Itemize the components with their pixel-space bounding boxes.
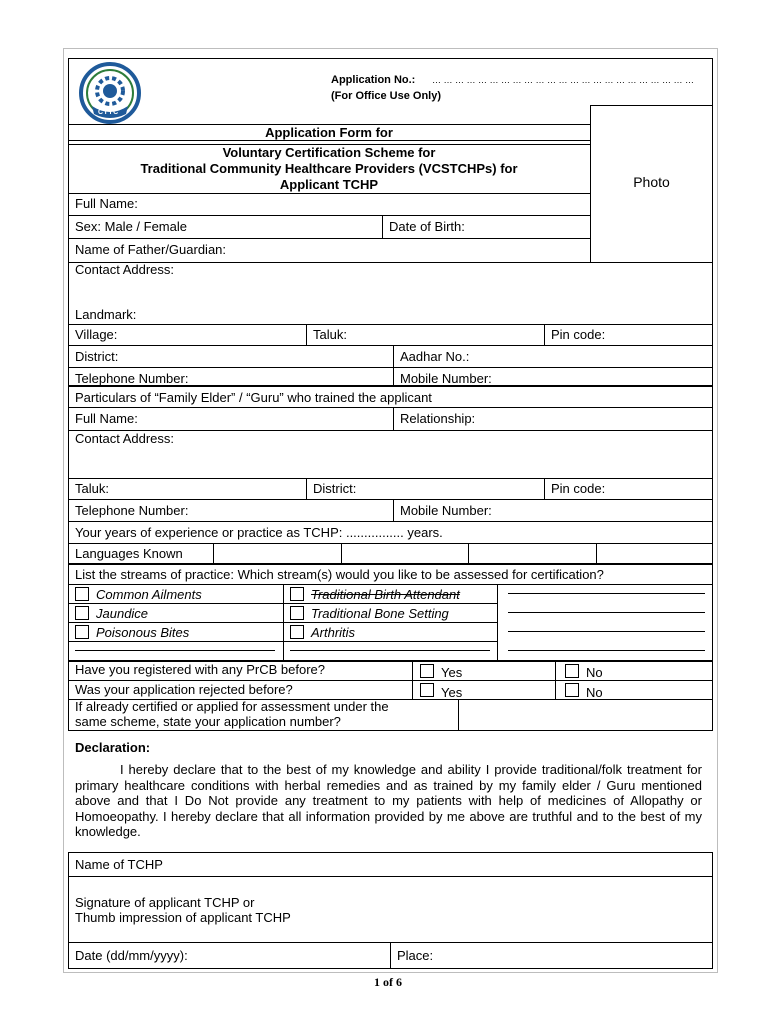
tchp-name-field[interactable]: Name of TCHP <box>75 857 163 872</box>
jaundice-label: Jaundice <box>96 606 149 621</box>
rejected-yes-checkbox[interactable] <box>420 683 434 697</box>
guru-taluk-field[interactable]: Taluk: <box>75 481 109 496</box>
taluk-field[interactable]: Taluk: <box>313 327 347 342</box>
guru-district-field[interactable]: District: <box>313 481 357 496</box>
prcb-no-checkbox[interactable] <box>565 664 579 678</box>
telephone-field[interactable]: Telephone Number: <box>75 371 189 386</box>
rejected-no-label: No <box>586 685 603 700</box>
signature-label-2: Thumb impression of applicant TCHP <box>75 910 291 925</box>
landmark-field[interactable]: Landmark: <box>75 307 137 322</box>
rejected-no-checkbox[interactable] <box>565 683 579 697</box>
common-ailments-label: Common Ailments <box>96 587 202 602</box>
prior-application-question-1: If already certified or applied for assessment under the <box>75 699 389 714</box>
guru-contact-address-field[interactable]: Contact Address: <box>75 431 174 446</box>
application-no-label: Application No.: <box>331 74 416 86</box>
guru-telephone-field[interactable]: Telephone Number: <box>75 503 189 518</box>
prior-application-question-2: same scheme, state your application number? <box>75 714 341 729</box>
father-name-field[interactable]: Name of Father/Guardian: <box>75 242 227 257</box>
arthritis-label: Arthritis <box>311 625 356 640</box>
aadhar-field[interactable]: Aadhar No.: <box>400 349 470 364</box>
birth-attendant-label: Traditional Birth Attendant <box>311 587 460 602</box>
prior-application-number-input[interactable] <box>459 700 712 730</box>
contact-address-field[interactable]: Contact Address: <box>75 262 174 277</box>
signature-area[interactable] <box>380 878 712 941</box>
photo-box[interactable]: Photo <box>633 174 670 190</box>
mobile-field[interactable]: Mobile Number: <box>400 371 492 386</box>
office-use-note: (For Office Use Only) <box>331 90 442 102</box>
application-no-field[interactable]: … … … … … … … … … … … … … … … … … … … … … … … <box>432 75 695 85</box>
signature-label-1: Signature of applicant TCHP or <box>75 895 255 910</box>
guru-full-name-field[interactable]: Full Name: <box>75 411 138 426</box>
birth-attendant-checkbox[interactable] <box>290 587 304 601</box>
languages-label: Languages Known <box>75 546 183 561</box>
form-title: Application Form for <box>265 125 393 140</box>
streams-question: List the streams of practice: Which stream(s) would you like to be assessed for certification? <box>75 567 604 582</box>
rejected-question: Was your application rejected before? <box>75 682 293 697</box>
dob-field[interactable]: Date of Birth: <box>389 219 465 234</box>
guru-relationship-field[interactable]: Relationship: <box>400 411 476 426</box>
language-input-1[interactable] <box>214 544 340 563</box>
language-input-4[interactable] <box>597 544 712 563</box>
prcb-no-label: No <box>586 665 603 680</box>
guru-mobile-field[interactable]: Mobile Number: <box>400 503 492 518</box>
experience-field[interactable]: Your years of experience or practice as TCHP: ................ years. <box>75 525 443 540</box>
scheme-line-1: Voluntary Certification Scheme for <box>222 145 436 160</box>
language-input-3[interactable] <box>469 544 595 563</box>
bone-setting-label: Traditional Bone Setting <box>311 606 449 621</box>
page-number: 1 of 6 <box>374 975 402 989</box>
poisonous-bites-checkbox[interactable] <box>75 625 89 639</box>
village-field[interactable]: Village: <box>75 327 118 342</box>
pin-code-field[interactable]: Pin code: <box>551 327 606 342</box>
logo-text: CTTC <box>98 109 119 116</box>
rejected-yes-label: Yes <box>441 685 463 700</box>
sex-field[interactable]: Sex: Male / Female <box>75 219 187 234</box>
prcb-yes-checkbox[interactable] <box>420 664 434 678</box>
guru-heading: Particulars of “Family Elder” / “Guru” who trained the applicant <box>75 390 432 405</box>
cttc-logo <box>78 62 142 124</box>
prcb-question: Have you registered with any PrCB before? <box>75 662 326 677</box>
prcb-yes-label: Yes <box>441 665 463 680</box>
common-ailments-checkbox[interactable] <box>75 587 89 601</box>
full-name-field[interactable]: Full Name: <box>75 196 138 211</box>
poisonous-bites-label: Poisonous Bites <box>96 625 190 640</box>
scheme-line-3: Applicant TCHP <box>279 177 379 192</box>
place-field[interactable]: Place: <box>397 948 434 963</box>
guru-pin-code-field[interactable]: Pin code: <box>551 481 606 496</box>
scheme-line-2: Traditional Community Healthcare Providers (VCSTCHPs) for <box>140 161 518 176</box>
language-input-2[interactable] <box>342 544 467 563</box>
district-field[interactable]: District: <box>75 349 119 364</box>
date-field[interactable]: Date (dd/mm/yyyy): <box>75 948 188 963</box>
declaration-title: Declaration: <box>75 740 151 755</box>
arthritis-checkbox[interactable] <box>290 625 304 639</box>
declaration-text: I hereby declare that to the best of my knowledge and ability I provide traditional/folk treatment for primary healthcare conditions with herbal remedies and as trained by my family elder / Guru mentioned above and that I Do Not provide any treatment to my patients with help of medicines of Allopathy or Homoeopathy. I hereby declare that all information provided by me above are truthful and to the best of my knowledge. <box>75 762 702 839</box>
jaundice-checkbox[interactable] <box>75 606 89 620</box>
bone-setting-checkbox[interactable] <box>290 606 304 620</box>
